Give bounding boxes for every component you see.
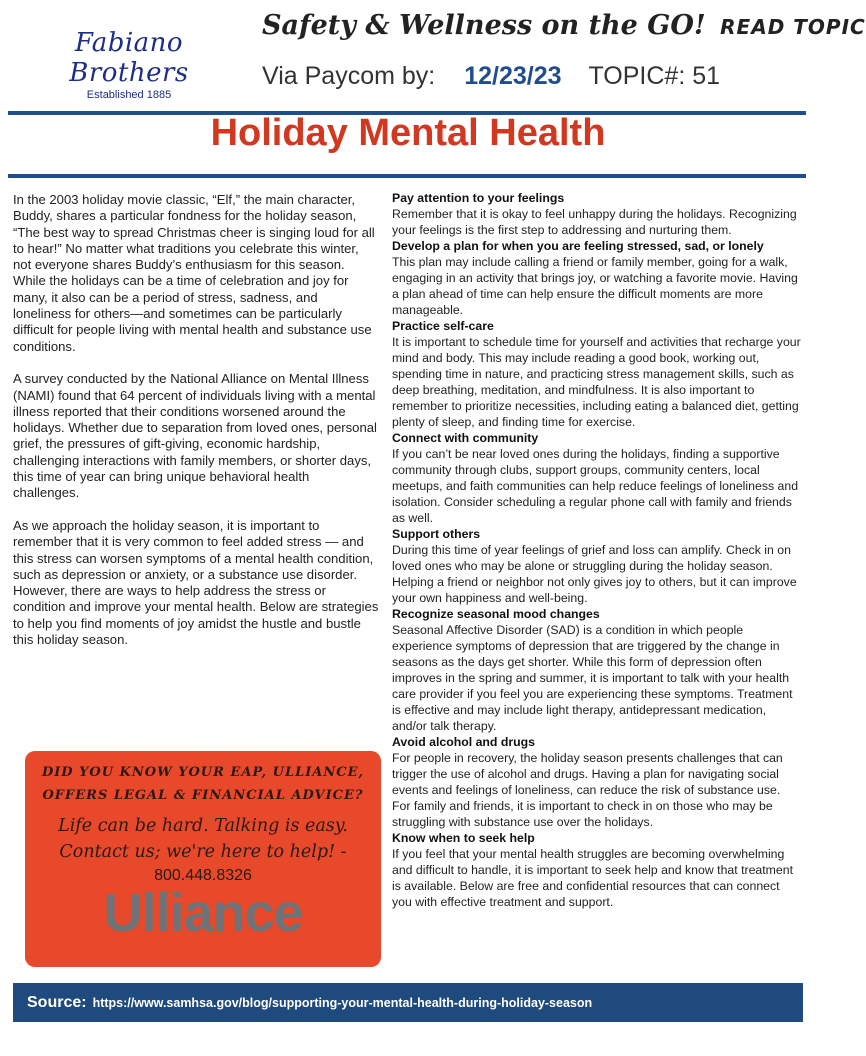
intro-paragraph: In the 2003 holiday movie classic, “Elf,” the main character, Buddy, shares a particular fondness for the holiday season, “The best way to spread Christmas cheer is singing loud for all to hear!” No matter what traditions you celebrate this winter, not everyone shares Buddy’s enthusiasm for this season. While the holidays can be a time of celebration and joy for many, it also can be a period of stress, sadness, and loneliness for others—and sometimes can be particularly difficult for people living with mental health and substance use conditions. — [13, 192, 375, 354]
topic-number: TOPIC#: 51 — [588, 62, 721, 90]
eap-slogan — [25, 813, 381, 865]
tip-heading: Avoid alcohol and drugs — [392, 735, 536, 749]
tip-heading: Know when to seek help — [392, 831, 535, 845]
tip-text: If you can’t be near loved ones during the holidays, finding a supportive community through clubs, support groups, community centers, local meetups, and faith communities can help reduce feelings of loneliness and isolation. Consider scheduling a regular phone call with family and friends as well. — [392, 447, 799, 525]
tip-text: If you feel that your mental health struggles are becoming overwhelming and difficult to handle, it is important to seek help and know that treatment is available. Below are free and confidential resources that can connect you with effective treatment and support. — [392, 847, 794, 909]
title-divider — [8, 174, 806, 178]
topic-date: 12/23/23 — [464, 62, 562, 90]
eap-phone[interactable]: 800.448.8326 — [154, 867, 252, 884]
intro-paragraph: A survey conducted by the National Alliance on Mental Illness (NAMI) found that 64 percent of individuals living with a mental illness reported that their conditions worsened around the holidays. Whether due to separation from loved ones, personal grief, the pressures of gift-giving, economic hardship, challenging interactions with family members, or shorter days, this time of year can bring unique behavioral health challenges. — [13, 371, 377, 501]
source-label: Source: — [27, 993, 87, 1011]
tip-heading: Pay attention to your feelings — [392, 191, 565, 205]
eap-callout — [25, 751, 381, 967]
series-title: Safety & Wellness on the GO! — [262, 10, 706, 41]
tips-column — [392, 190, 802, 910]
logo-name: Fabiano Brothers — [69, 28, 189, 88]
source-bar — [13, 983, 803, 1022]
via-label: Via Paycom by: — [262, 62, 436, 90]
source-link[interactable]: https://www.samhsa.gov/blog/supporting-your-mental-health-during-holiday-season — [92, 995, 593, 1010]
via-row — [262, 62, 720, 91]
tip-text: This plan may include calling a friend or family member, going for a walk, engaging in an activity that brings joy, or watching a favorite movie. Having a plan ahead of time can help ensure the difficult moments are more manageable. — [392, 255, 798, 317]
tip-text: For people in recovery, the holiday season presents challenges that can trigger the use of alcohol and drugs. Having a plan for navigating social events and feelings of loneliness, can reduce the risk of substance use. For family and friends, it is important to check in on those who may be struggling with substance use over the holidays. — [392, 751, 783, 829]
intro-column — [13, 192, 379, 665]
tip-text: Remember that it is okay to feel unhappy during the holidays. Recognizing your feelings is the first step to addressing and nurturing them. — [392, 207, 797, 237]
tip-text: It is important to schedule time for yourself and activities that recharge your mind and body. This may include reading a good book, working out, spending time in nature, and practicing stress management skills, such as deep breathing, meditation, and mindfulness. It is also important to remember to prioritize necessities, including eating a balanced diet, getting plenty of sleep, and finding time for exercise. — [392, 335, 801, 429]
tip-heading: Connect with community — [392, 431, 539, 445]
tip-heading: Practice self-care — [392, 319, 494, 333]
ulliance-logo: Ulliance — [103, 883, 303, 943]
eap-slogan-line: Life can be hard. Talking is easy. — [58, 816, 348, 836]
tip-heading: Develop a plan for when you are feeling stressed, sad, or lonely — [392, 239, 764, 253]
tip-text: During this time of year feelings of grief and loss can amplify. Check in on loved ones who may be alone or struggling during the holiday season. Helping a friend or neighbor not only gives joy to others, but it can improve your own happiness and well-being. — [392, 543, 797, 605]
tip-text: Seasonal Affective Disorder (SAD) is a condition in which people experience symptoms of depression that are triggered by the change in seasons as the days get shorter. While this form of depression often improves in the spring and summer, it is important to talk with your health care provider if you feel you are experiencing these symptoms. Treatment is effective and may include light therapy, antidepressant medication, and/or talk therapy. — [392, 623, 793, 733]
company-logo — [14, 28, 244, 101]
read-topic-label: READ TOPIC — [720, 15, 866, 39]
intro-paragraph: As we approach the holiday season, it is important to remember that it is very common to feel added stress — and this stress can worsen symptoms of a mental health condition, such as depression or anxiety, or a substance use disorder. However, there are ways to help address the stress or condition and improve your mental health. Below are strategies to help you find moments of joy amidst the hustle and bustle this holiday season. — [13, 517, 379, 648]
logo-established: Established 1885 — [86, 89, 172, 101]
eap-question: DID YOU KNOW YOUR EAP, ULLIANCE, OFFERS LEGAL & FINANCIAL ADVICE? — [41, 765, 365, 803]
eap-slogan-line: Contact us; we're here to help! - — [59, 842, 347, 862]
page-title: Holiday Mental Health — [210, 112, 606, 154]
tip-heading: Recognize seasonal mood changes — [392, 607, 600, 621]
series-title-row — [262, 10, 866, 41]
tip-heading: Support others — [392, 527, 481, 541]
